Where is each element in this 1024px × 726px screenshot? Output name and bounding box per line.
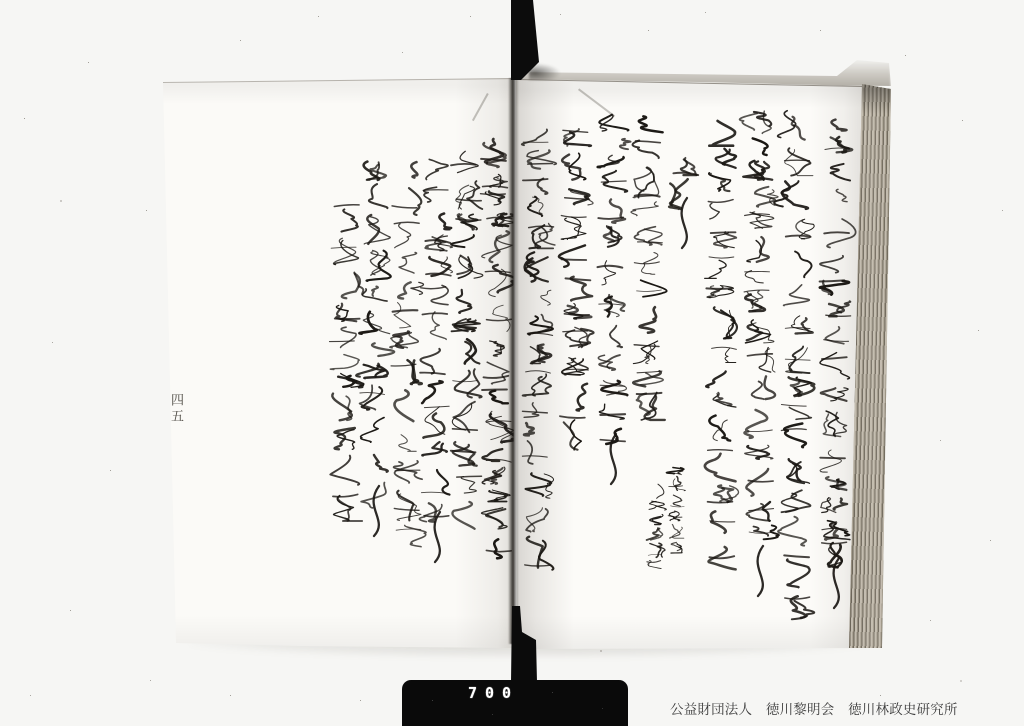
book-stand-base [402,680,628,726]
folio-number: 四五 [169,393,184,425]
page-counter-display: 700 [468,684,520,702]
book-gutter-shadow [508,78,519,644]
credit-line: 公益財団法人 徳川黎明会 徳川林政史研究所 [670,702,958,717]
